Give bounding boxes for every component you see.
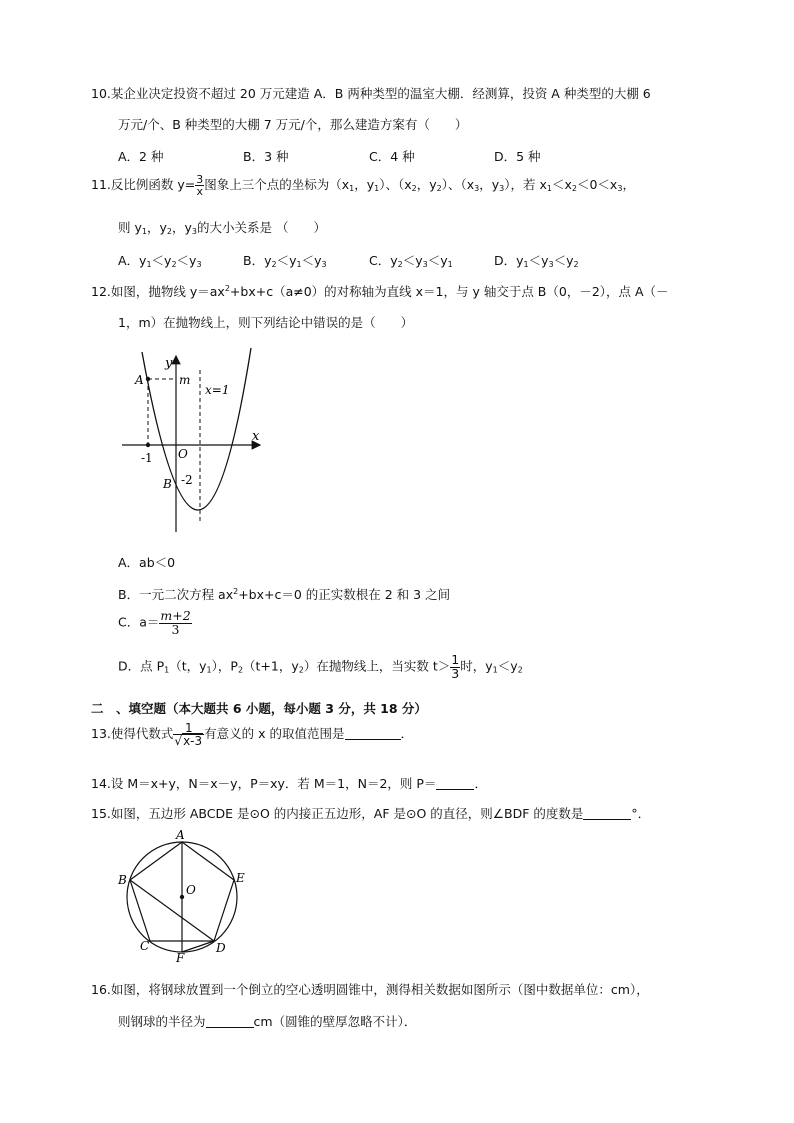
sub: 2 — [517, 665, 523, 675]
sub: 1 — [523, 260, 529, 269]
q16-answer-blank[interactable] — [206, 1015, 254, 1028]
sub: 1 — [447, 260, 453, 269]
q12-option-a: A．ab＜0 — [118, 555, 176, 570]
opt-text: ＜y — [402, 253, 423, 268]
opt-text: ＜y — [151, 253, 172, 268]
q11-text: ， — [171, 220, 185, 235]
opt-text: ＜y — [176, 253, 197, 268]
opt-text: 时，y — [460, 658, 493, 674]
label-m: m — [179, 373, 191, 387]
q13-line — [91, 722, 413, 747]
label-o: O — [186, 883, 196, 897]
q10-option-b: B．3 种 — [243, 149, 289, 164]
opt-text: ），P — [211, 658, 238, 674]
q11-line2: 则 $y_1$，$y_2$，$y_3$的大小关系是 （ ） — [118, 220, 326, 236]
q12-c-fraction — [159, 610, 191, 636]
opt-text: （t，y — [169, 658, 207, 674]
sub: 2 — [237, 665, 244, 675]
label-a: A — [176, 828, 185, 842]
q16-line1 — [91, 980, 649, 998]
sub: 1 — [492, 665, 498, 675]
q11-option-d — [494, 251, 579, 269]
sub: 1 — [206, 665, 212, 675]
q14-text: 设 M＝x+y，N＝x－y，P＝xy．若 M＝1，N＝2，则 P＝ — [110, 776, 437, 791]
q14-number: 14. — [91, 776, 111, 791]
q11-text: ， — [622, 177, 635, 192]
q11-text: ，y — [416, 177, 437, 192]
label-b: B — [118, 873, 127, 887]
q11-number: 11. — [91, 177, 111, 192]
q13-end: ． — [400, 726, 414, 741]
opt-text: +bx+c＝0 的正实数根在 2 和 3 之间 — [238, 587, 451, 602]
opt-label: A．y — [118, 253, 147, 268]
sub: 3 — [474, 184, 480, 193]
q10-line2: 万元/个、B 种类型的大棚 7 万元/个，那么建造方案有（ ） — [118, 117, 468, 132]
q11-text: ＜0＜x — [576, 177, 618, 192]
opt-text: D．点 P — [118, 658, 165, 674]
sup: 2 — [233, 587, 239, 596]
q11-text: ＜ — [551, 177, 565, 192]
segment-df — [182, 941, 214, 952]
q12-line2: 1，m）在抛物线上，则下列结论中错误的是（ ） — [118, 315, 414, 330]
section-2-heading — [91, 699, 427, 717]
q12-option-c — [118, 610, 192, 636]
point-a — [146, 377, 150, 381]
sub: 3 — [422, 260, 428, 269]
label-d: D — [216, 941, 226, 955]
q11-text: 的大小关系是 （ ） — [197, 220, 326, 235]
opt-text: B．一元二次方程 ax — [118, 587, 234, 602]
q11-fraction — [195, 174, 204, 197]
q16-number: 16. — [91, 982, 111, 997]
label-neg2: -2 — [181, 473, 193, 487]
center-point — [180, 895, 184, 899]
radicand: x-3 — [183, 734, 203, 748]
segment-bd — [130, 880, 214, 941]
q13-answer-blank[interactable] — [345, 727, 401, 740]
parabola-figure — [118, 342, 278, 537]
section-label: 二 、填空题 — [91, 701, 167, 716]
parabola-curve — [142, 348, 251, 510]
q11-frac-den: x — [196, 185, 203, 198]
q11-frac-num: 3 — [196, 173, 204, 186]
label-axis: x=1 — [205, 383, 230, 397]
sup: 2 — [224, 284, 230, 293]
q11-text: ）、（x — [441, 177, 475, 192]
q10-option-a: A．2 种 — [118, 149, 164, 164]
q11-option-c — [369, 251, 453, 269]
sub: 2 — [271, 260, 277, 269]
q11-text: ， — [146, 220, 160, 235]
opt-text: ＜y — [528, 253, 549, 268]
sub: 3 — [499, 184, 505, 193]
q15-number: 15. — [91, 806, 111, 821]
q10-text-1: 某企业决定投资不超过 20 万元建造 A．B 两种类型的温室大棚．经测算，投资 A 种类型的大棚 6 — [110, 86, 651, 101]
pentagon-circle-figure — [112, 826, 262, 962]
frac-num: m+2 — [160, 608, 191, 623]
label-c: C — [140, 939, 150, 953]
sub: 2 — [571, 184, 577, 193]
label-e: E — [236, 871, 245, 885]
label-neg1: -1 — [141, 451, 153, 465]
sub: 3 — [617, 184, 623, 193]
q14-line — [91, 774, 487, 792]
q11-option-b — [243, 251, 327, 269]
q10-option-c: C．4 种 — [369, 149, 415, 164]
sub: 3 — [321, 260, 327, 269]
q15-line — [91, 804, 650, 822]
sub: 2 — [397, 260, 403, 269]
opt-label: B．y — [243, 253, 272, 268]
q10-line1 — [91, 84, 651, 102]
sub: 1 — [546, 184, 552, 193]
label-o: O — [178, 447, 188, 461]
opt-text: ＜y — [427, 253, 448, 268]
label-y: y — [165, 356, 173, 371]
q11-option-a — [118, 251, 202, 269]
q10-option-d: D．5 种 — [494, 149, 541, 164]
label-a: A — [135, 373, 144, 387]
q12-option-d — [118, 654, 523, 680]
label-b: B — [163, 477, 172, 491]
sub: 1 — [141, 227, 147, 236]
q11-prefix: 反比例函数 y= — [110, 177, 196, 192]
opt-text: ＜y — [497, 658, 518, 674]
q11-text: 则 y — [118, 220, 142, 235]
label-x: x — [252, 429, 260, 444]
sub: 2 — [411, 184, 417, 193]
q15-end: °． — [631, 806, 651, 821]
q11-line1: 11.反比例函数 y= $\frac{3}{x}$ 图象上三个点的坐标为（$x_1$，$y_1$）、（$x_2$，$y_2$）、（$x_3$，$y_3$），若 $x_1<x_2<0<x_3$， — [91, 173, 635, 198]
q12-d-fraction — [450, 654, 460, 680]
sub: 1 — [374, 184, 380, 193]
q16-text: cm（圆锥的壁厚忽略不计）． — [253, 1014, 417, 1029]
q11-text: ），若 x — [504, 177, 547, 192]
q16-text: 如图，将钢球放置到一个倒立的空心透明圆锥中，测得相关数据如图所示（图中数据单位：cm）， — [110, 982, 649, 997]
q13-text: 使得代数式 — [110, 726, 174, 741]
q10-number: 10. — [91, 86, 111, 101]
point-neg1 — [146, 443, 150, 447]
q15-answer-blank[interactable] — [583, 807, 631, 820]
frac-num: 1 — [184, 721, 193, 735]
frac-num: 1 — [451, 652, 460, 667]
sub: 1 — [296, 260, 302, 269]
q16-line2 — [118, 1012, 416, 1030]
q12-text: 如图，抛物线 y＝ax — [110, 284, 225, 299]
q12-option-b — [118, 585, 450, 603]
opt-label: D．y — [494, 253, 524, 268]
q11-text: ，y — [354, 177, 375, 192]
sub: 2 — [573, 260, 579, 269]
q13-fraction — [173, 722, 204, 747]
sub: 1 — [164, 665, 170, 675]
sub: 2 — [166, 227, 172, 236]
opt-text: ＜y — [553, 253, 574, 268]
q13-number: 13. — [91, 726, 111, 741]
opt-text: C．a＝ — [118, 614, 160, 630]
sub: 1 — [146, 260, 152, 269]
q14-end: ． — [474, 776, 487, 791]
q13-text: 有意义的 x 的取值范围是 — [204, 726, 345, 741]
frac-den: 3 — [159, 623, 191, 637]
q14-answer-blank[interactable] — [436, 777, 474, 790]
q11-text: ）、（x — [379, 177, 412, 192]
label-f: F — [176, 951, 185, 962]
opt-label: C．y — [369, 253, 398, 268]
sub: 1 — [349, 184, 355, 193]
q12-line1 — [91, 282, 669, 300]
sub: 3 — [191, 227, 197, 236]
q12-text: +bx+c（a≠0）的对称轴为直线 x＝1，与 y 轴交于点 B（0，－2），点 A（－ — [229, 284, 669, 299]
q11-text: ，y — [479, 177, 500, 192]
sub: 2 — [298, 665, 304, 675]
sub: 3 — [196, 260, 202, 269]
sub: 2 — [171, 260, 177, 269]
frac-den: 3 — [451, 665, 460, 681]
q11-text: 图象上三个点的坐标为（x — [204, 177, 350, 192]
q15-text: 如图，五边形 ABCDE 是⊙O 的内接正五边形，AF 是⊙O 的直径，则∠BDF 的度数是 — [110, 806, 584, 821]
frac-den: √x-3 — [174, 734, 203, 748]
opt-text: ＜y — [276, 253, 297, 268]
opt-text: ＜y — [301, 253, 322, 268]
sub: 3 — [548, 260, 554, 269]
q12-number: 12. — [91, 284, 111, 299]
opt-text: ）在抛物线上，当实数 t＞ — [303, 658, 451, 674]
section-detail: （本大题共 6 小题，每小题 3 分，共 18 分） — [166, 701, 427, 716]
sub: 2 — [436, 184, 442, 193]
q16-text: 则钢球的半径为 — [118, 1014, 206, 1029]
opt-text: （t+1，y — [243, 658, 299, 674]
